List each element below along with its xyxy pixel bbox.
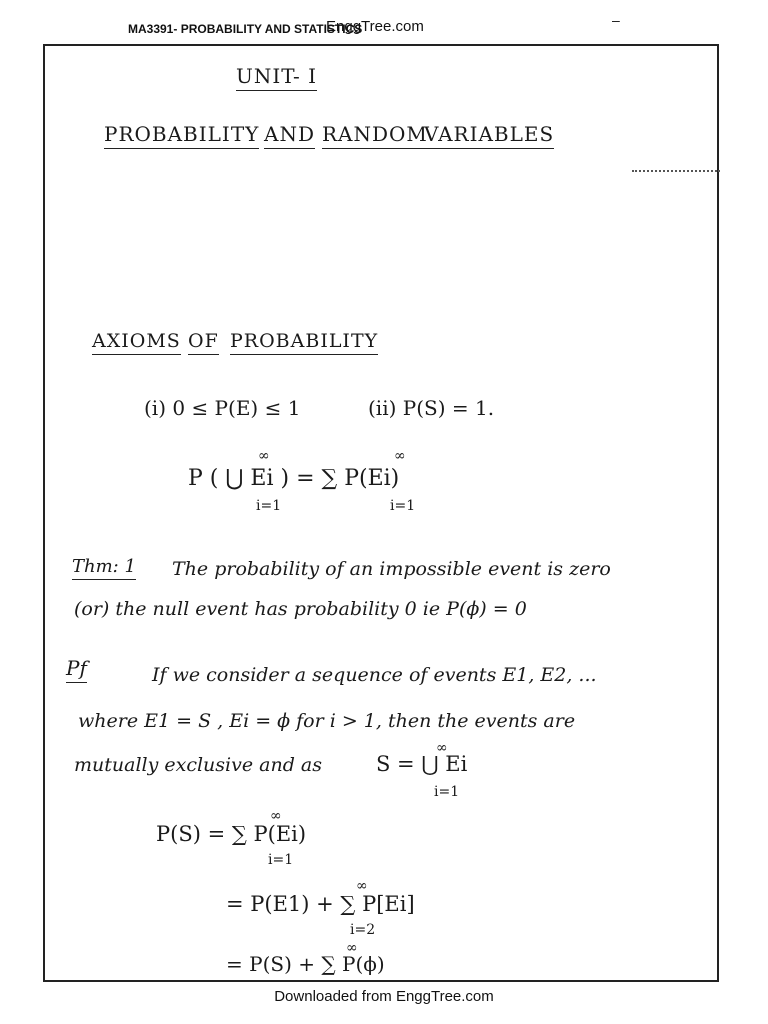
derivation-line-3: = P(S) + ∑ P(ϕ) bbox=[226, 952, 385, 976]
theorem-label: Thm: 1 bbox=[72, 556, 136, 580]
scan-artifact-line bbox=[632, 170, 720, 172]
title-word-1: PROBABILITY bbox=[104, 122, 259, 149]
sum-lower-limit: i=1 bbox=[390, 498, 416, 514]
title-word-4: VARIABLES bbox=[424, 122, 554, 149]
eq3-upper: ∞ bbox=[346, 940, 358, 956]
axiom-2: (ii) P(S) = 1. bbox=[368, 396, 495, 420]
eq2-lower: i=2 bbox=[350, 922, 376, 938]
eq1-upper: ∞ bbox=[270, 808, 282, 824]
union-upper-limit: ∞ bbox=[258, 448, 270, 464]
site-header: EnggTree.com bbox=[326, 18, 424, 35]
proof-union-lower: i=1 bbox=[434, 784, 460, 800]
proof-union: S = ⋃ Ei bbox=[376, 752, 468, 776]
header-dash: – bbox=[612, 12, 620, 28]
page-frame bbox=[43, 44, 719, 982]
proof-union-upper: ∞ bbox=[436, 740, 448, 756]
axiom-1: (i) 0 ≤ P(E) ≤ 1 bbox=[144, 396, 301, 420]
title-word-3: RANDOM bbox=[322, 122, 428, 149]
axioms-heading-word-2: OF bbox=[188, 330, 219, 355]
title-word-2: AND bbox=[264, 122, 315, 149]
union-lower-limit: i=1 bbox=[256, 498, 282, 514]
proof-line-2: where E1 = S , Ei = ϕ for i > 1, then the events are bbox=[78, 710, 576, 732]
proof-line-1: If we consider a sequence of events E1, E2, ... bbox=[152, 664, 597, 686]
unit-heading: UNIT- I bbox=[236, 64, 317, 91]
proof-line-3: mutually exclusive and as bbox=[74, 754, 322, 776]
countable-additivity: P ( ⋃ Ei ) = ∑ P(Ei) bbox=[188, 466, 400, 491]
derivation-line-2: = P(E1) + ∑ P[Ei] bbox=[226, 892, 415, 916]
derivation-line-1: P(S) = ∑ P(Ei) bbox=[156, 822, 307, 846]
theorem-line-1: The probability of an impossible event is zero bbox=[172, 558, 611, 580]
axioms-heading-word-1: AXIOMS bbox=[92, 330, 181, 355]
footer-download-note: Downloaded from EnggTree.com bbox=[274, 988, 494, 1005]
course-header: MA3391- PROBABILITY AND STATISTICS bbox=[128, 22, 363, 36]
axioms-heading-word-3: PROBABILITY bbox=[230, 330, 378, 355]
proof-label: Pf bbox=[66, 656, 87, 683]
theorem-line-2: (or) the null event has probability 0 ie P(ϕ) = 0 bbox=[74, 598, 527, 620]
eq1-lower: i=1 bbox=[268, 852, 294, 868]
eq2-upper: ∞ bbox=[356, 878, 368, 894]
sum-upper-limit: ∞ bbox=[394, 448, 406, 464]
